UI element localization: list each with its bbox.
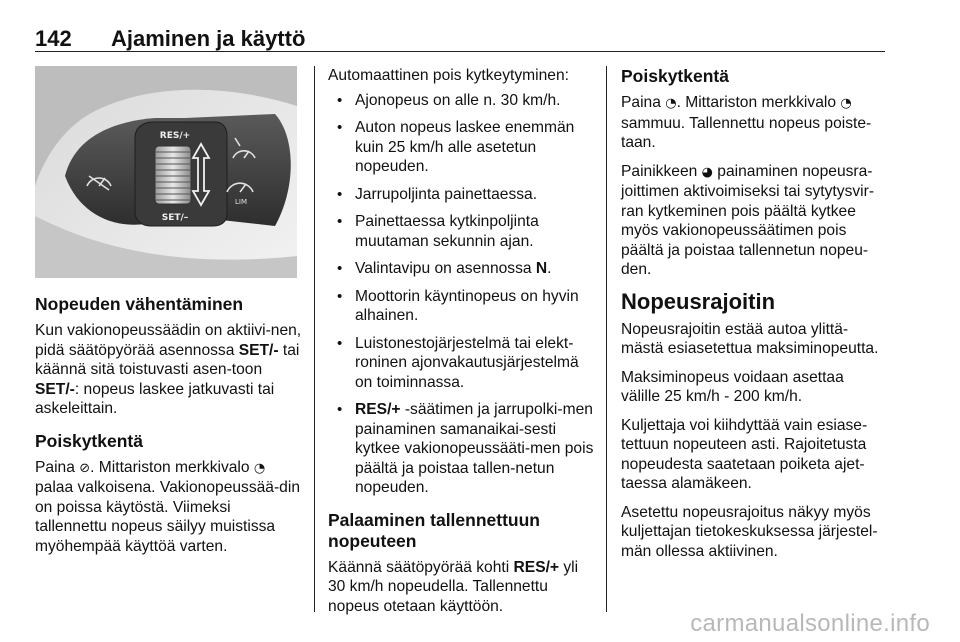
steering-wheel-control-figure: [35, 66, 297, 278]
paragraph-switch-off: Paina ◔. Mittariston merkkivalo ◔ sammuu. Tallennettu nopeus poiste-taan.: [621, 94, 872, 151]
column-3: [621, 66, 887, 570]
heading-switch-off: Poiskytkentä: [35, 430, 143, 451]
column-divider-1: [314, 66, 315, 612]
list-item: • Jarrupoljinta painettaessa.: [328, 185, 596, 205]
column-2: [328, 66, 596, 625]
page-number: 142: [35, 26, 72, 51]
paragraph-decrease: Kun vakionopeussäädin on aktiivi-nen, pidä säätöpyörää asennossa SET/- tai käännä sitä toistuvasti asen-toon SET/-: nopeus laskee jatkuvasti tai askeleittain.: [35, 322, 302, 417]
speed-limiter-icon: ◕: [701, 164, 713, 180]
paragraph-switch-off: Paina ⊘. Mittariston merkkivalo ◔ palaa valkoisena. Vakionopeussää-din on poissa käytöstä. Viimeksi tallennettu nopeus säilyy muistissa myöhempää käyttöä varten.: [35, 458, 300, 555]
set-minus-label: SET/–: [161, 213, 189, 223]
heading-switch-off: Poiskytkentä: [621, 66, 729, 86]
list-item: • Ajonopeus on alle n. 30 km/h.: [328, 91, 596, 111]
list-item: • Moottorin käyntinopeus on hyvin alhainen.: [328, 287, 596, 326]
paragraph-limiter-switch: Painikkeen ◕ painaminen nopeusra-joittimen aktivoimiseksi tai sytytysvir-ran kytkeminen pois päältä kytkee myös vakionopeussäätimen pois päältä ja poistaa tallennetun nopeu-den.: [621, 162, 875, 278]
cruise-control-icon: ◔: [253, 460, 266, 476]
column-divider-2: [606, 66, 607, 612]
watermark: carmanualsonline.info: [690, 610, 930, 637]
steering-wheel-illustration: [35, 66, 297, 278]
heading-return-to-speed: Palaaminen tallennettuun nopeuteen: [328, 509, 540, 551]
paragraph-return: Käännä säätöpyörää kohti RES/+ yli 30 km/h nopeudella. Tallennettu nopeus otetaan käyttöön.: [328, 558, 579, 615]
auto-off-intro: Automaattinen pois kytkeytyminen:: [328, 67, 569, 84]
cruise-control-icon: ◔: [665, 96, 677, 111]
cruise-off-icon: ⊘: [79, 460, 91, 476]
page-header: [35, 24, 885, 52]
lim-label: LIM: [234, 198, 248, 206]
paragraph-limiter-1: Nopeusrajoitin estää autoa ylittä-mästä esiasetettua maksiminopeutta.: [621, 320, 879, 357]
heading-speed-limiter: Nopeusrajoitin: [621, 288, 776, 314]
res-plus-label: RES/+: [159, 131, 191, 141]
chapter-title: Ajaminen ja käyttö: [111, 26, 306, 51]
list-item: • Painettaessa kytkinpoljinta muutaman sekunnin ajan.: [328, 212, 596, 251]
auto-off-list: [328, 91, 596, 498]
paragraph-limiter-2: Maksiminopeus voidaan asettaa välille 25 km/h - 200 km/h.: [621, 368, 844, 405]
paragraph-limiter-3: Kuljettaja voi kiihdyttää vain esiase-tettuun nopeuteen asti. Rajoitetusta nopeudesta saatetaan poiketa ajet-taessa alamäkeen.: [621, 416, 868, 492]
list-item: • RES/+ -säätimen ja jarrupolki-men painaminen samanaikai-sesti kytkee vakionopeussääti-men pois päältä ja poistaa tallen-netun nopeuden.: [328, 400, 596, 498]
column-1: [35, 294, 303, 565]
header-divider: [35, 51, 885, 52]
heading-speed-decrease: Nopeuden vähentäminen: [35, 294, 244, 314]
paragraph-limiter-4: Asetettu nopeusrajoitus näkyy myös kuljettajan tietokeskuksessa järjestel-män ollessa aktiivinen.: [621, 503, 878, 560]
list-item: • Valintavipu on asennossa N.: [328, 259, 596, 279]
list-item: • Auton nopeus laskee enemmän kuin 25 km/h alle asetetun nopeuden.: [328, 118, 596, 177]
cruise-control-icon: ◔: [840, 96, 852, 111]
list-item: • Luistonestojärjestelmä tai elekt-roninen ajonvakautusjärjestelmä on toiminnassa.: [328, 334, 596, 393]
